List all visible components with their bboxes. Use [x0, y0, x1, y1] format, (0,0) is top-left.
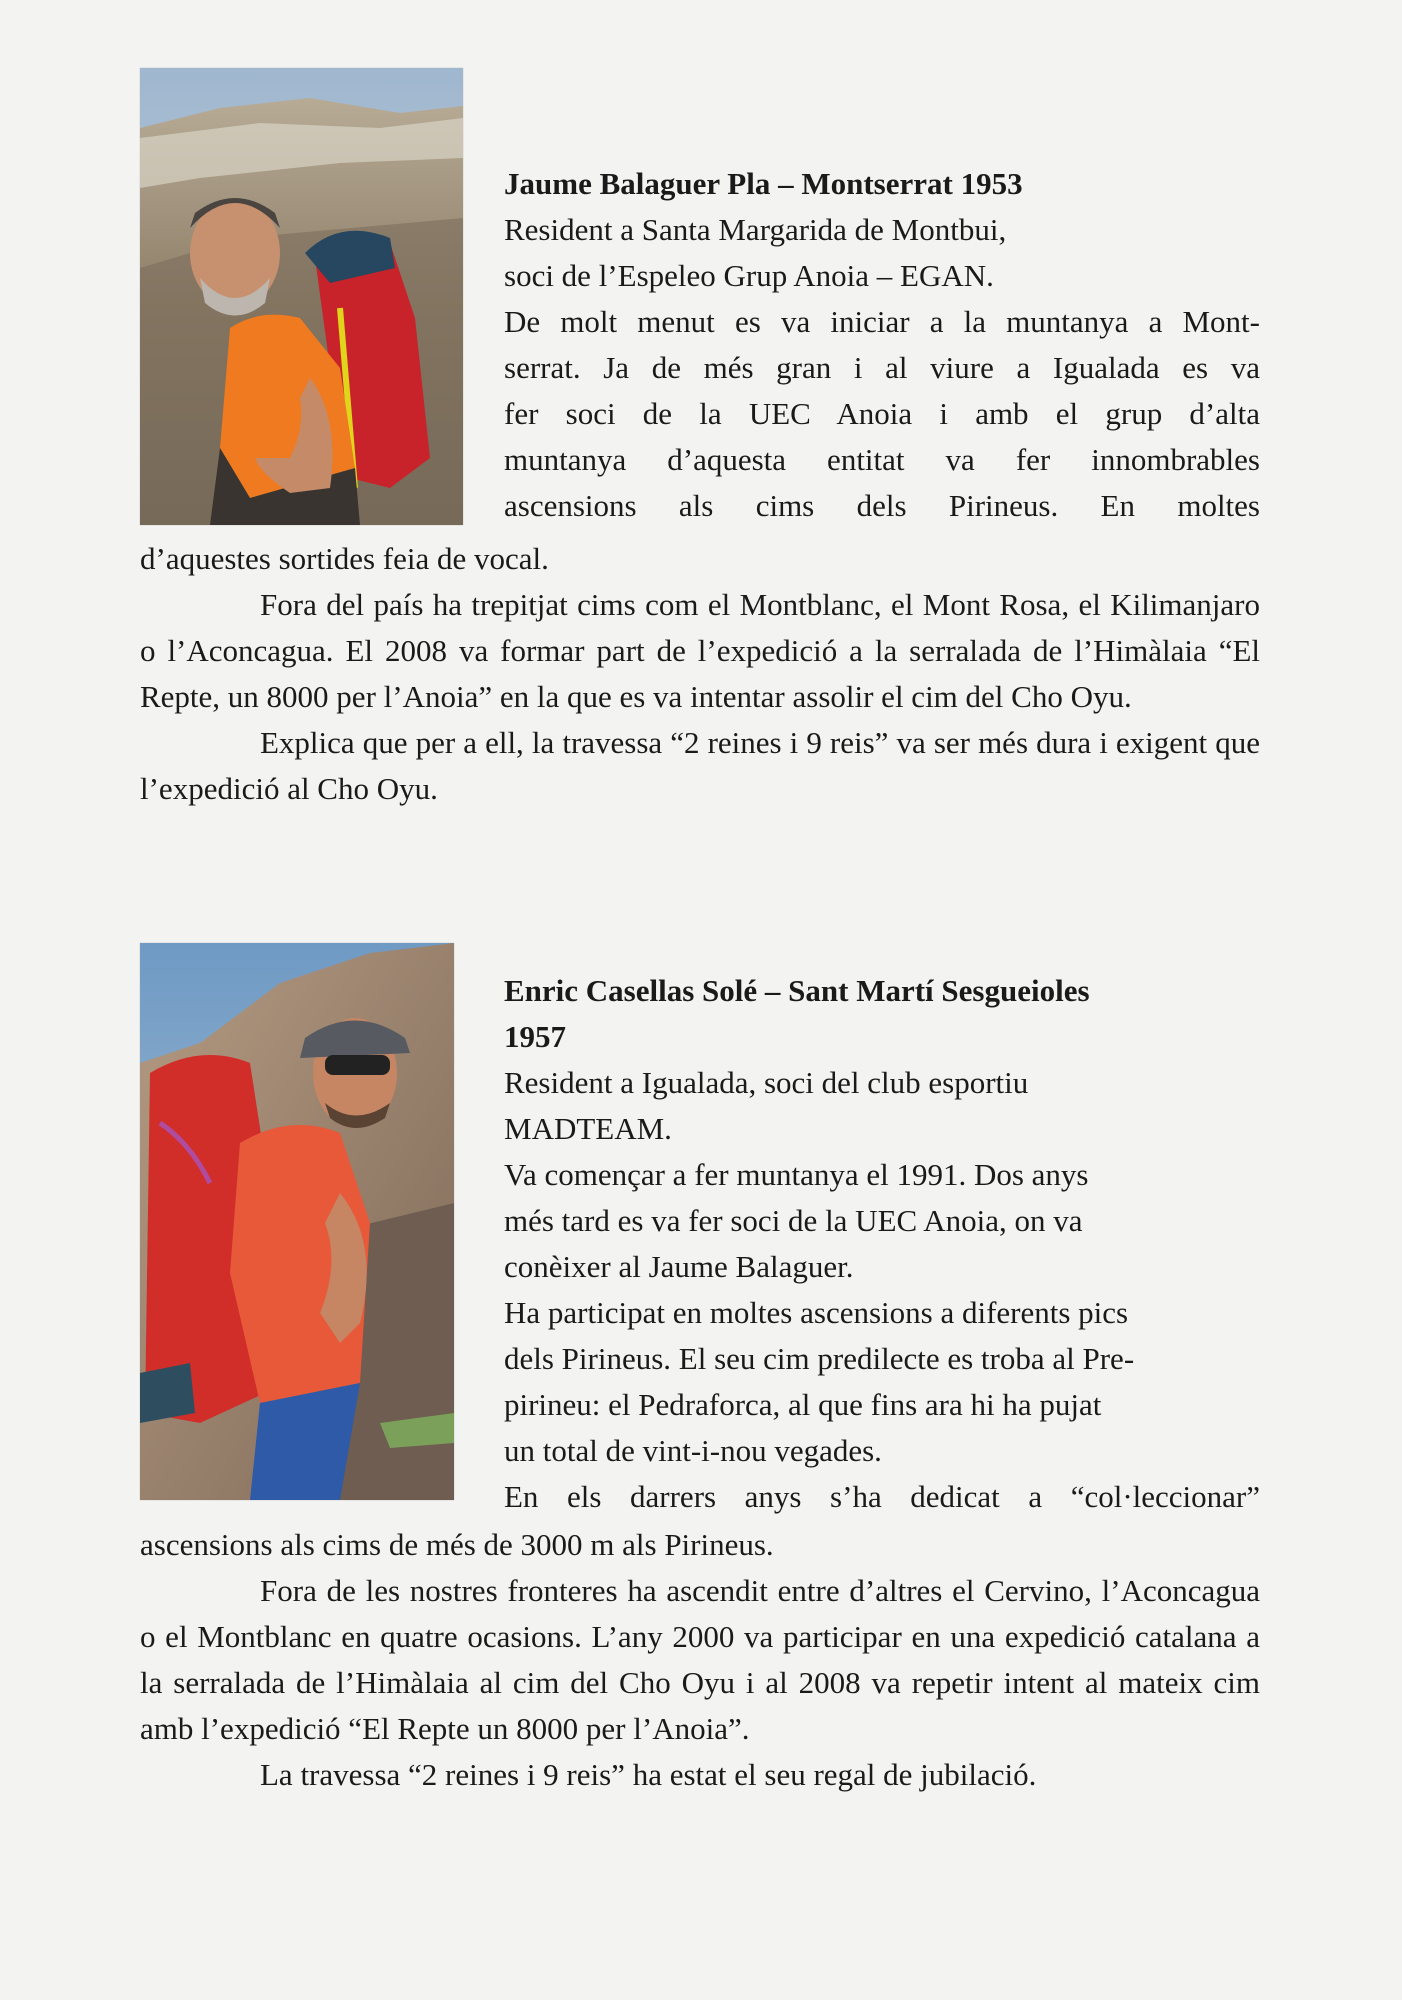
person1-line: De molt menut es va iniciar a la muntanya a Mont- — [504, 304, 1260, 339]
person2-line: Ha participat en moltes ascensions a diferents pics — [504, 1295, 1129, 1330]
person2-line: Va començar a fer muntanya el 1991. Dos anys — [504, 1157, 1089, 1192]
person1-heading: Jaume Balaguer Pla – Montserrat 1953 — [504, 166, 1023, 201]
person2-heading: Enric Casellas Solé – Sant Martí Sesgueioles — [504, 973, 1090, 1008]
person1-line: soci de l’Espeleo Grup Anoia – EGAN. — [504, 258, 994, 293]
person1-wrapped-text — [504, 161, 1260, 529]
person2-full-text — [140, 1522, 1260, 1798]
person2-heading-year: 1957 — [504, 1019, 566, 1054]
person2-paragraph-2: Fora de les nostres fronteres ha ascendit entre d’altres el Cervino, l’Aconcagua o el Montblanc en quatre ocasions. L’any 2000 va participar en una expedició catalana a la serralada de l’Himàlaia al cim del Cho Oyu i al 2008 va repetir intent al mateix cim amb l’expedició “El Repte un 8000 per l’Anoia”. — [140, 1573, 1260, 1746]
person2-line: Resident a Igualada, soci del club esportiu — [504, 1065, 1029, 1100]
person2-line: conèixer al Jaume Balaguer. — [504, 1249, 854, 1284]
person1-line: muntanya d’aquesta entitat va fer innombrables — [504, 442, 1260, 477]
person2-line: En els darrers anys s’ha dedicat a “col·leccionar” — [504, 1479, 1260, 1514]
hiker-photo-icon — [140, 943, 454, 1500]
person2-line: MADTEAM. — [504, 1111, 672, 1146]
person1-line: Resident a Santa Margarida de Montbui, — [504, 212, 1007, 247]
person2-continuation: ascensions als cims de més de 3000 m als Pirineus. — [140, 1527, 774, 1562]
person2-line: dels Pirineus. El seu cim predilecte es troba al Pre- — [504, 1341, 1135, 1376]
person2-line: més tard es va fer soci de la UEC Anoia, on va — [504, 1203, 1083, 1238]
person1-line: serrat. Ja de més gran i al viure a Igualada es va — [504, 350, 1260, 385]
person2-paragraph-3: La travessa “2 reines i 9 reis” ha estat el seu regal de jubilació. — [260, 1757, 1037, 1792]
person2-wrapped-text — [504, 968, 1260, 1520]
hiker-photo-icon — [140, 68, 463, 525]
person2-line: pirineu: el Pedraforca, al que fins ara hi ha pujat — [504, 1387, 1102, 1422]
person1-paragraph-2: Fora del país ha trepitjat cims com el Montblanc, el Mont Rosa, el Kilimanjaro o l’Aconcagua. El 2008 va formar part de l’expedició a la serralada de l’Himàlaia “El Repte, un 8000 per l’Anoia” en la que es va intentar assolir el cim del Cho Oyu. — [140, 587, 1260, 714]
person1-paragraph-3: Explica que per a ell, la travessa “2 reines i 9 reis” va ser més dura i exigent que l’expedició al Cho Oyu. — [140, 725, 1260, 806]
person2-line: un total de vint-i-nou vegades. — [504, 1433, 882, 1468]
person1-full-text — [140, 536, 1260, 812]
portrait-photo-jaume — [140, 68, 463, 525]
portrait-photo-enric — [140, 943, 454, 1500]
person1-line: ascensions als cims dels Pirineus. En moltes — [504, 488, 1260, 523]
person1-continuation: d’aquestes sortides feia de vocal. — [140, 541, 549, 576]
person1-line: fer soci de la UEC Anoia i amb el grup d’alta — [504, 396, 1260, 431]
